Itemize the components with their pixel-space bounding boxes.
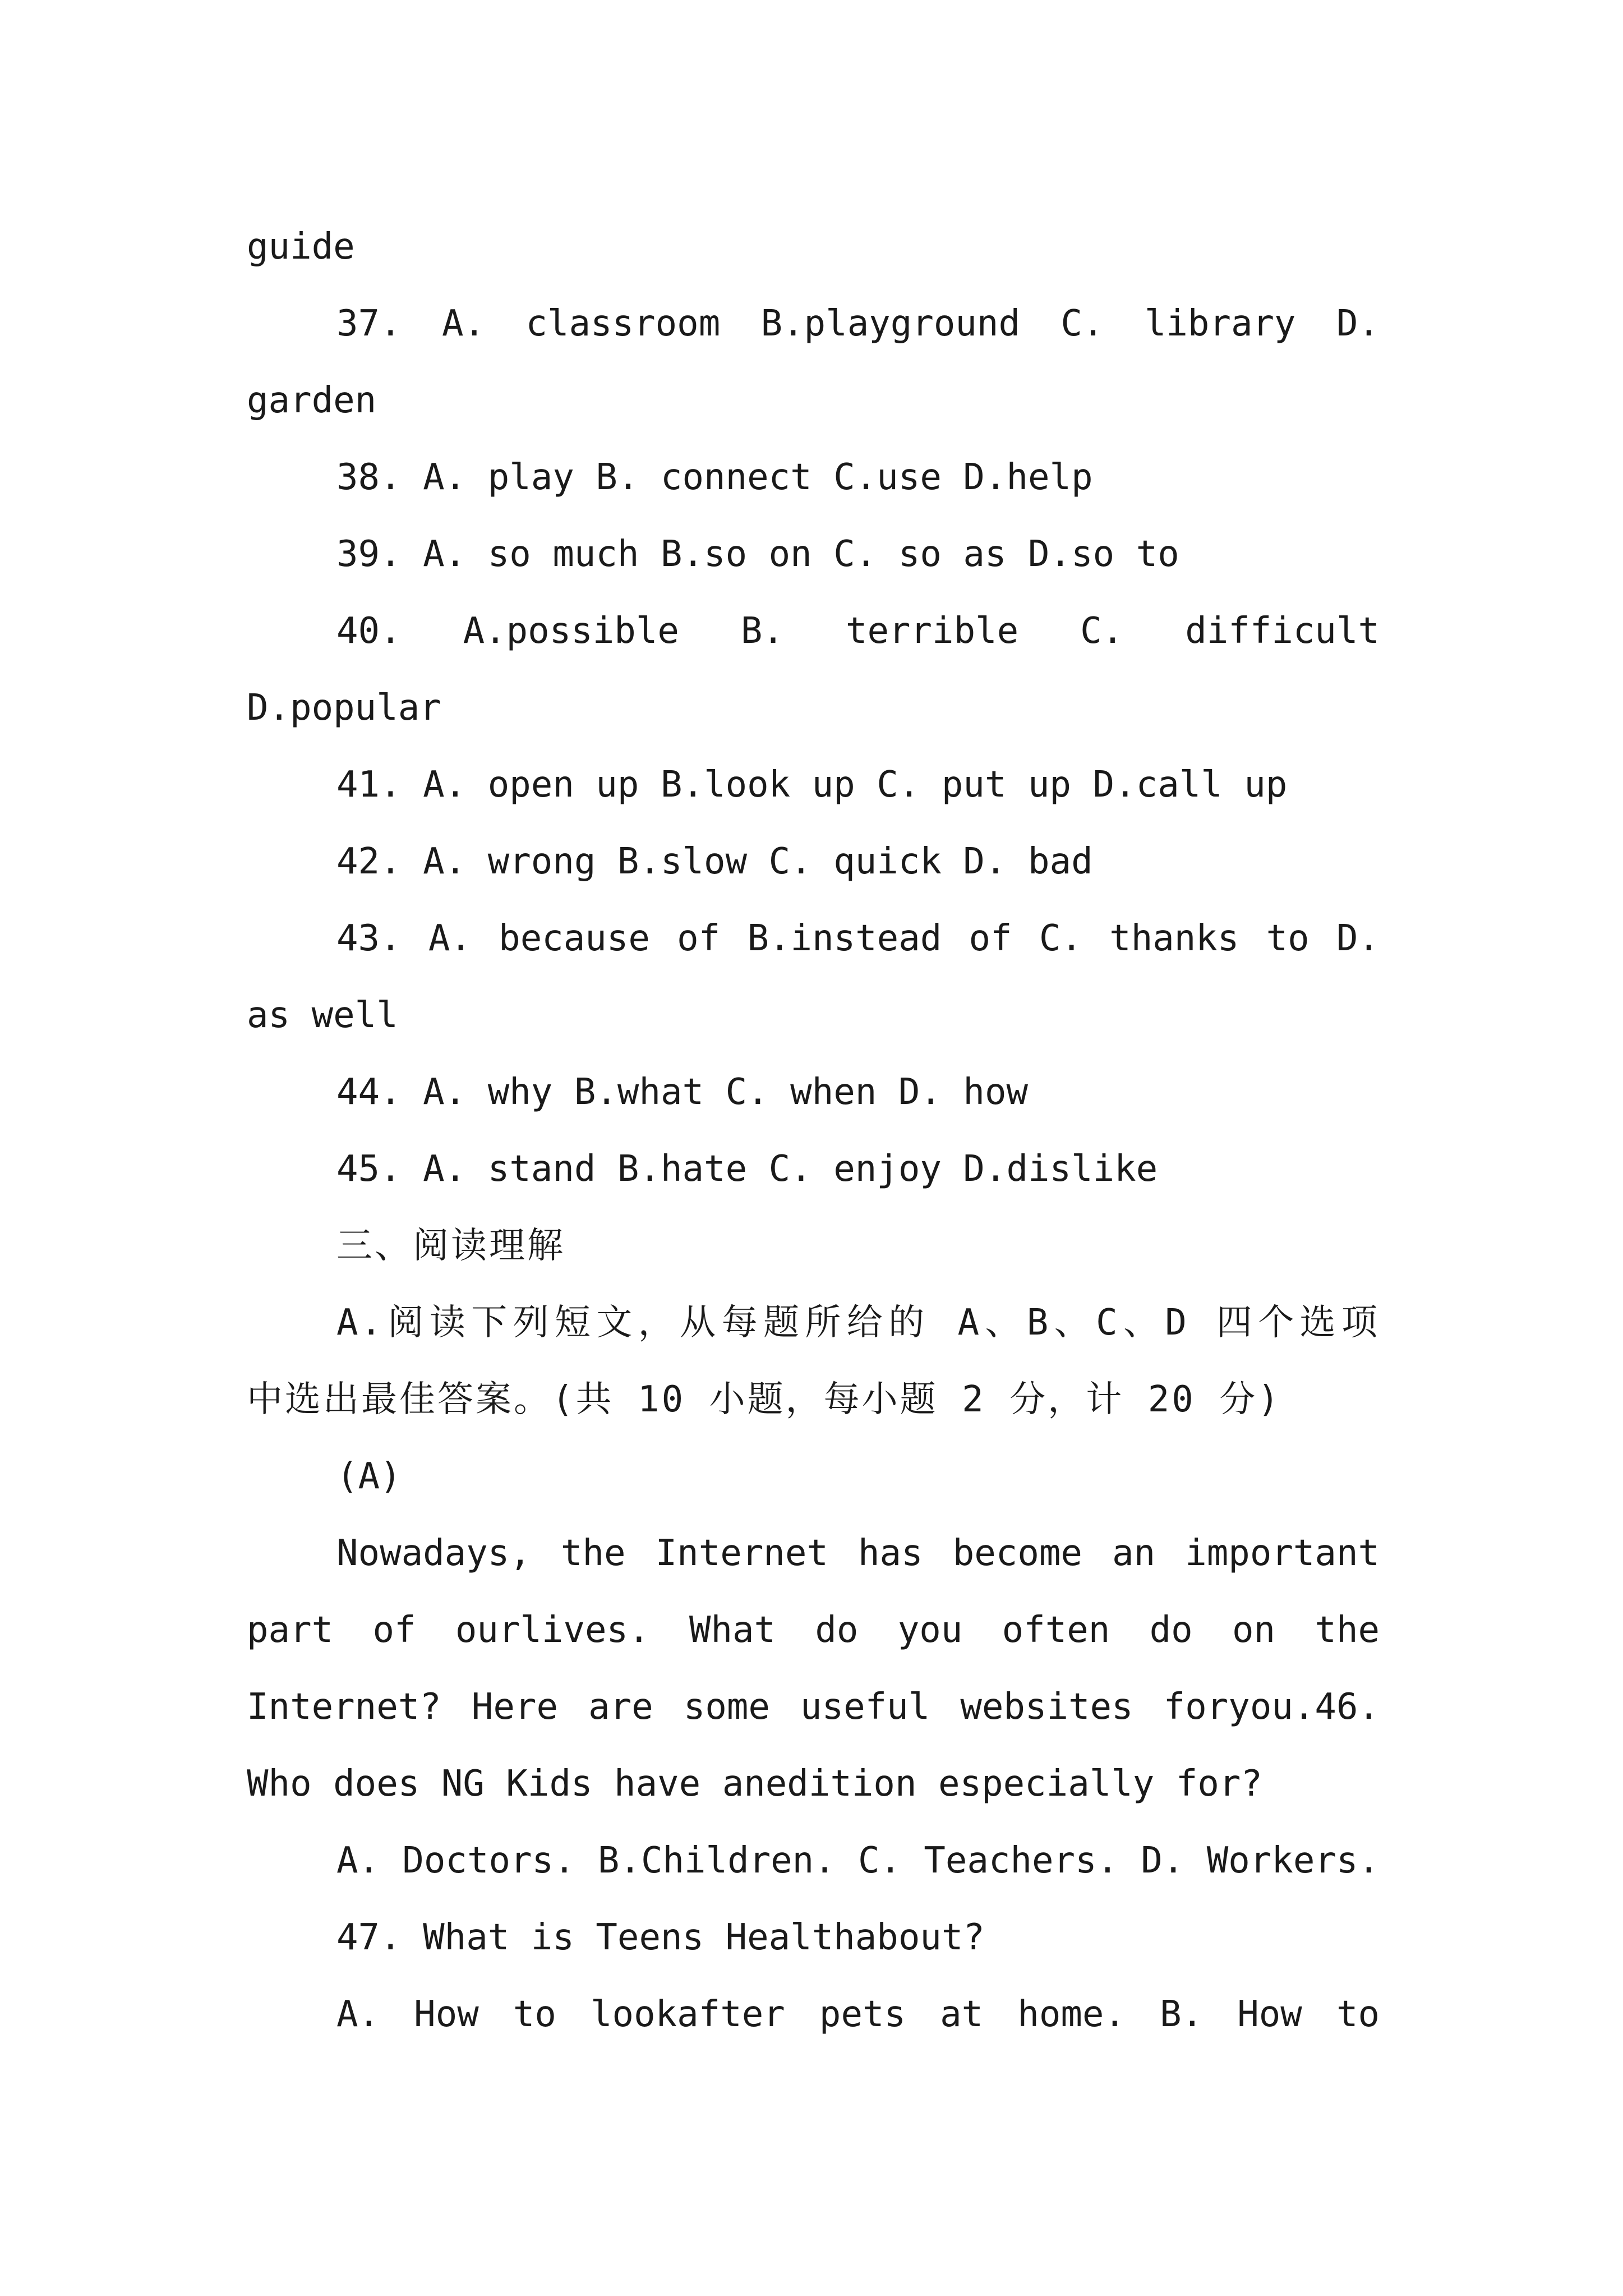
- text-line: garden: [247, 380, 377, 421]
- question-38: 38. A. play B. connect C.use D.help: [336, 457, 1093, 498]
- question-44: 44. A. why B.what C. when D. how: [336, 1071, 1028, 1113]
- passage-line: Nowadays, the Internet has become an important: [336, 1533, 1380, 1574]
- question-37: 37. A. classroom B.playground C. library D.: [336, 303, 1380, 344]
- answer-options-46: A. Doctors. B.Children. C. Teachers. D. Workers.: [336, 1840, 1380, 1881]
- passage-line: Who does NG Kids have anedition especially for?: [247, 1763, 1262, 1805]
- passage-label: (A): [336, 1456, 402, 1497]
- answer-options-47: A. How to lookafter pets at home. B. How to: [336, 1994, 1380, 2035]
- passage-line: Internet? Here are some useful websites foryou.46.: [247, 1686, 1380, 1728]
- instructions-line: A.阅读下列短文，从每题所给的 A、B、C、D 四个选项: [336, 1302, 1380, 1343]
- question-40: 40. A.possible B. terrible C. difficult: [336, 610, 1380, 652]
- text-line: D.popular: [247, 687, 441, 729]
- question-39: 39. A. so much B.so on C. so as D.so to: [336, 533, 1179, 575]
- question-41: 41. A. open up B.look up C. put up D.call up: [336, 764, 1288, 806]
- question-45: 45. A. stand B.hate C. enjoy D.dislike: [336, 1148, 1158, 1190]
- passage-line: part of ourlives. What do you often do on the: [247, 1609, 1380, 1651]
- text-line: as well: [247, 995, 398, 1036]
- section-heading: 三、阅读理解: [336, 1225, 565, 1267]
- question-43: 43. A. because of B.instead of C. thanks to D.: [336, 918, 1380, 959]
- text-line: guide: [247, 226, 355, 268]
- question-42: 42. A. wrong B.slow C. quick D. bad: [336, 841, 1093, 882]
- instructions-line: 中选出最佳答案。(共 10 小题，每小题 2 分，计 20 分): [247, 1379, 1281, 1420]
- question-47: 47. What is Teens Healthabout?: [336, 1917, 985, 1958]
